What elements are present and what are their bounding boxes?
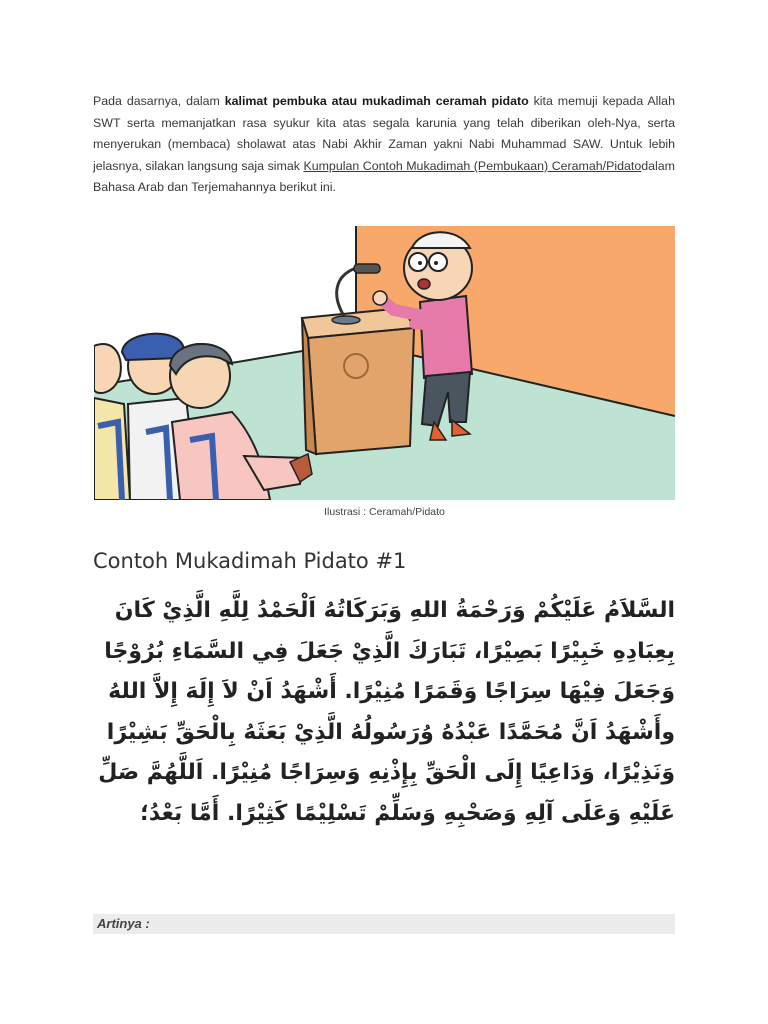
illustration-svg — [94, 226, 675, 500]
intro-lead: Pada dasarnya, dalam — [93, 94, 220, 108]
intro-paragraph — [93, 91, 675, 199]
arabic-mukadimah-text: السَّلاَمُ عَلَيْكُمْ وَرَحْمَةُ اللهِ وَبَرَكَاتُهُ اَلْحَمْدُ لِلَّهِ الَّذِيْ كَانَ بِعِبَادِهِ خَبِيْرًا بَصِيْرًا، تَبَارَكَ الَّذِيْ جَعَلَ فِي السَّمَاءِ بُرُوْجًا وَجَعَلَ فِيْهَا سِرَاجًا وَقَمَرًا مُنِيْرًا. أَشْهَدُ اَنْ لاَ إِلَهَ إِلاَّ اللهُ وأَشْهَدُ اَنَّ مُحَمَّدًا عَبْدُهُ وُرَسُولُهُ الَّذِيْ بَعَثَهُ بِالْحَقِّ بَشِيْرًا وَنَذِيْرًا، وَدَاعِيًا إِلَى الْحَقِّ بِإِذْنِهِ وَسِرَاجًا مُنِيْرًا. اَللَّهُمَّ صَلِّ عَلَيْهِ وَعَلَى آلِهِ وَصَحْبِهِ وَسَلِّمْ تَسْلِيْمًا كَثِيْرًا. أَمَّا بَعْدُ؛ — [98, 598, 675, 826]
illustration-caption: Ilustrasi : Ceramah/Pidato — [324, 506, 445, 518]
speaker-at-podium-illustration — [94, 226, 675, 500]
intro-tail: dalam Bahasa Arab dan Terjemahannya berikut ini. — [93, 158, 675, 195]
section-heading: Contoh Mukadimah Pidato #1 — [93, 549, 407, 573]
translation-bar — [93, 914, 675, 934]
translation-label: Artinya : — [97, 916, 150, 931]
intro-body: kita memuji kepada Allah SWT serta memanjatkan rasa syukur kita atas segala karunia yang telah diberikan oleh-Nya, serta menyerukan (membaca) sholawat atas Nabi Akhir Zaman yakni Nabi Muhammad SAW. Untuk lebih jelasnya, silakan langsung saja simak — [93, 94, 675, 173]
intro-bold-phrase: kalimat pembuka atau mukadimah ceramah pidato — [224, 94, 529, 108]
mukadimah-collection-link[interactable]: Kumpulan Contoh Mukadimah (Pembukaan) Ceramah/Pidato — [303, 158, 642, 173]
